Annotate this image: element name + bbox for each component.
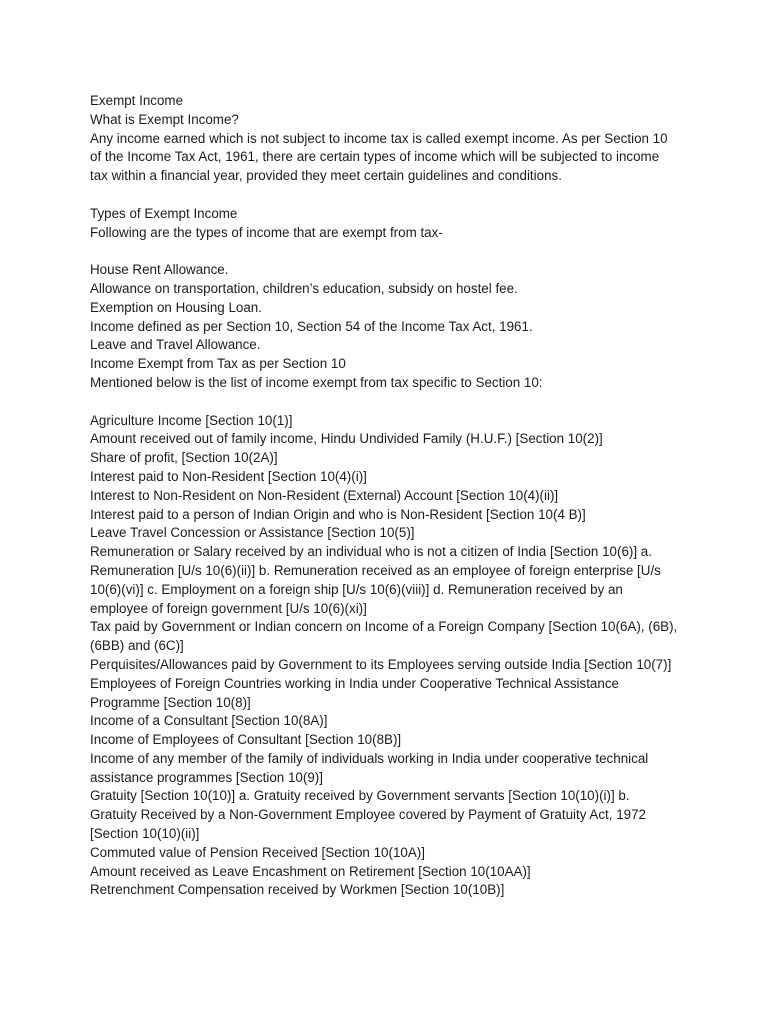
list-item: Income of any member of the family of individuals working in India under cooperative technical assistance programmes [Section 10(9)] bbox=[90, 750, 649, 785]
list-item: Interest paid to Non-Resident [Section 10(4)(i)] bbox=[90, 468, 367, 484]
list-item: Leave Travel Concession or Assistance [Section 10(5)] bbox=[90, 525, 415, 541]
list-item: Commuted value of Pension Received [Section 10(10A)] bbox=[90, 844, 425, 860]
intro-paragraph: Any income earned which is not subject to income tax is called exempt income. As per Section 10 of the Income Tax Act, 1961, there are certain types of income which will be subjected to income tax within a financial year, provided they meet certain guidelines and conditions. bbox=[90, 130, 668, 184]
list-item: Tax paid by Government or Indian concern on Income of a Foreign Company [Section 10(6A), (6B), (6BB) and (6C)] bbox=[90, 619, 678, 654]
list-item: Employees of Foreign Countries working in India under Cooperative Technical Assistance Programme [Section 10(8)] bbox=[90, 675, 619, 710]
list-item: Exemption on Housing Loan. bbox=[90, 299, 262, 315]
section10-intro: Mentioned below is the list of income exempt from tax specific to Section 10: bbox=[90, 374, 543, 390]
types-intro: Following are the types of income that are exempt from tax- bbox=[90, 224, 443, 240]
spacer bbox=[90, 242, 680, 261]
list-item: Gratuity [Section 10(10)] a. Gratuity received by Government servants [Section 10(10)(i)] b. Gratuity Received by a Non-Government Employee covered by Payment of Gratuity Act, 1972 [Section 10(10)(ii)] bbox=[90, 788, 646, 842]
list-item: Perquisites/Allowances paid by Government to its Employees serving outside India [Section 10(7)] bbox=[90, 656, 672, 672]
list-item: Allowance on transportation, children’s education, subsidy on hostel fee. bbox=[90, 280, 518, 296]
document-body bbox=[90, 92, 680, 900]
section10-list bbox=[90, 412, 680, 901]
list-item: Share of profit, [Section 10(2A)] bbox=[90, 450, 278, 466]
list-item: Remuneration or Salary received by an individual who is not a citizen of India [Section 10(6)] a. Remuneration [U/s 10(6)(ii)] b. Remuneration received as an employee of foreign enterprise [U/s 10(6)(vi)] c. Employment on a foreign ship [U/s 10(6)(viii)] d. Remuneration received by an employee of foreign government [U/s 10(6)(xi)] bbox=[90, 544, 661, 616]
question-heading: What is Exempt Income? bbox=[90, 111, 239, 127]
list-item: Retrenchment Compensation received by Workmen [Section 10(10B)] bbox=[90, 882, 505, 898]
list-item: Interest paid to a person of Indian Origin and who is Non-Resident [Section 10(4 B)] bbox=[90, 506, 586, 522]
list-item: Leave and Travel Allowance. bbox=[90, 337, 261, 353]
types-list bbox=[90, 261, 680, 355]
list-item: Agriculture Income [Section 10(1)] bbox=[90, 412, 293, 428]
list-item: Income of a Consultant [Section 10(8A)] bbox=[90, 713, 328, 729]
document-title: Exempt Income bbox=[90, 93, 184, 108]
list-item: Amount received out of family income, Hindu Undivided Family (H.U.F.) [Section 10(2)] bbox=[90, 431, 603, 447]
list-item: Income of Employees of Consultant [Section 10(8B)] bbox=[90, 732, 402, 748]
list-item: House Rent Allowance. bbox=[90, 262, 229, 278]
spacer bbox=[90, 186, 680, 205]
list-item: Income defined as per Section 10, Section 54 of the Income Tax Act, 1961. bbox=[90, 318, 533, 334]
list-item: Interest to Non-Resident on Non-Resident (External) Account [Section 10(4)(ii)] bbox=[90, 487, 559, 503]
types-heading: Types of Exempt Income bbox=[90, 205, 238, 221]
section10-heading: Income Exempt from Tax as per Section 10 bbox=[90, 356, 346, 372]
spacer bbox=[90, 393, 680, 412]
list-item: Amount received as Leave Encashment on Retirement [Section 10(10AA)] bbox=[90, 863, 531, 879]
